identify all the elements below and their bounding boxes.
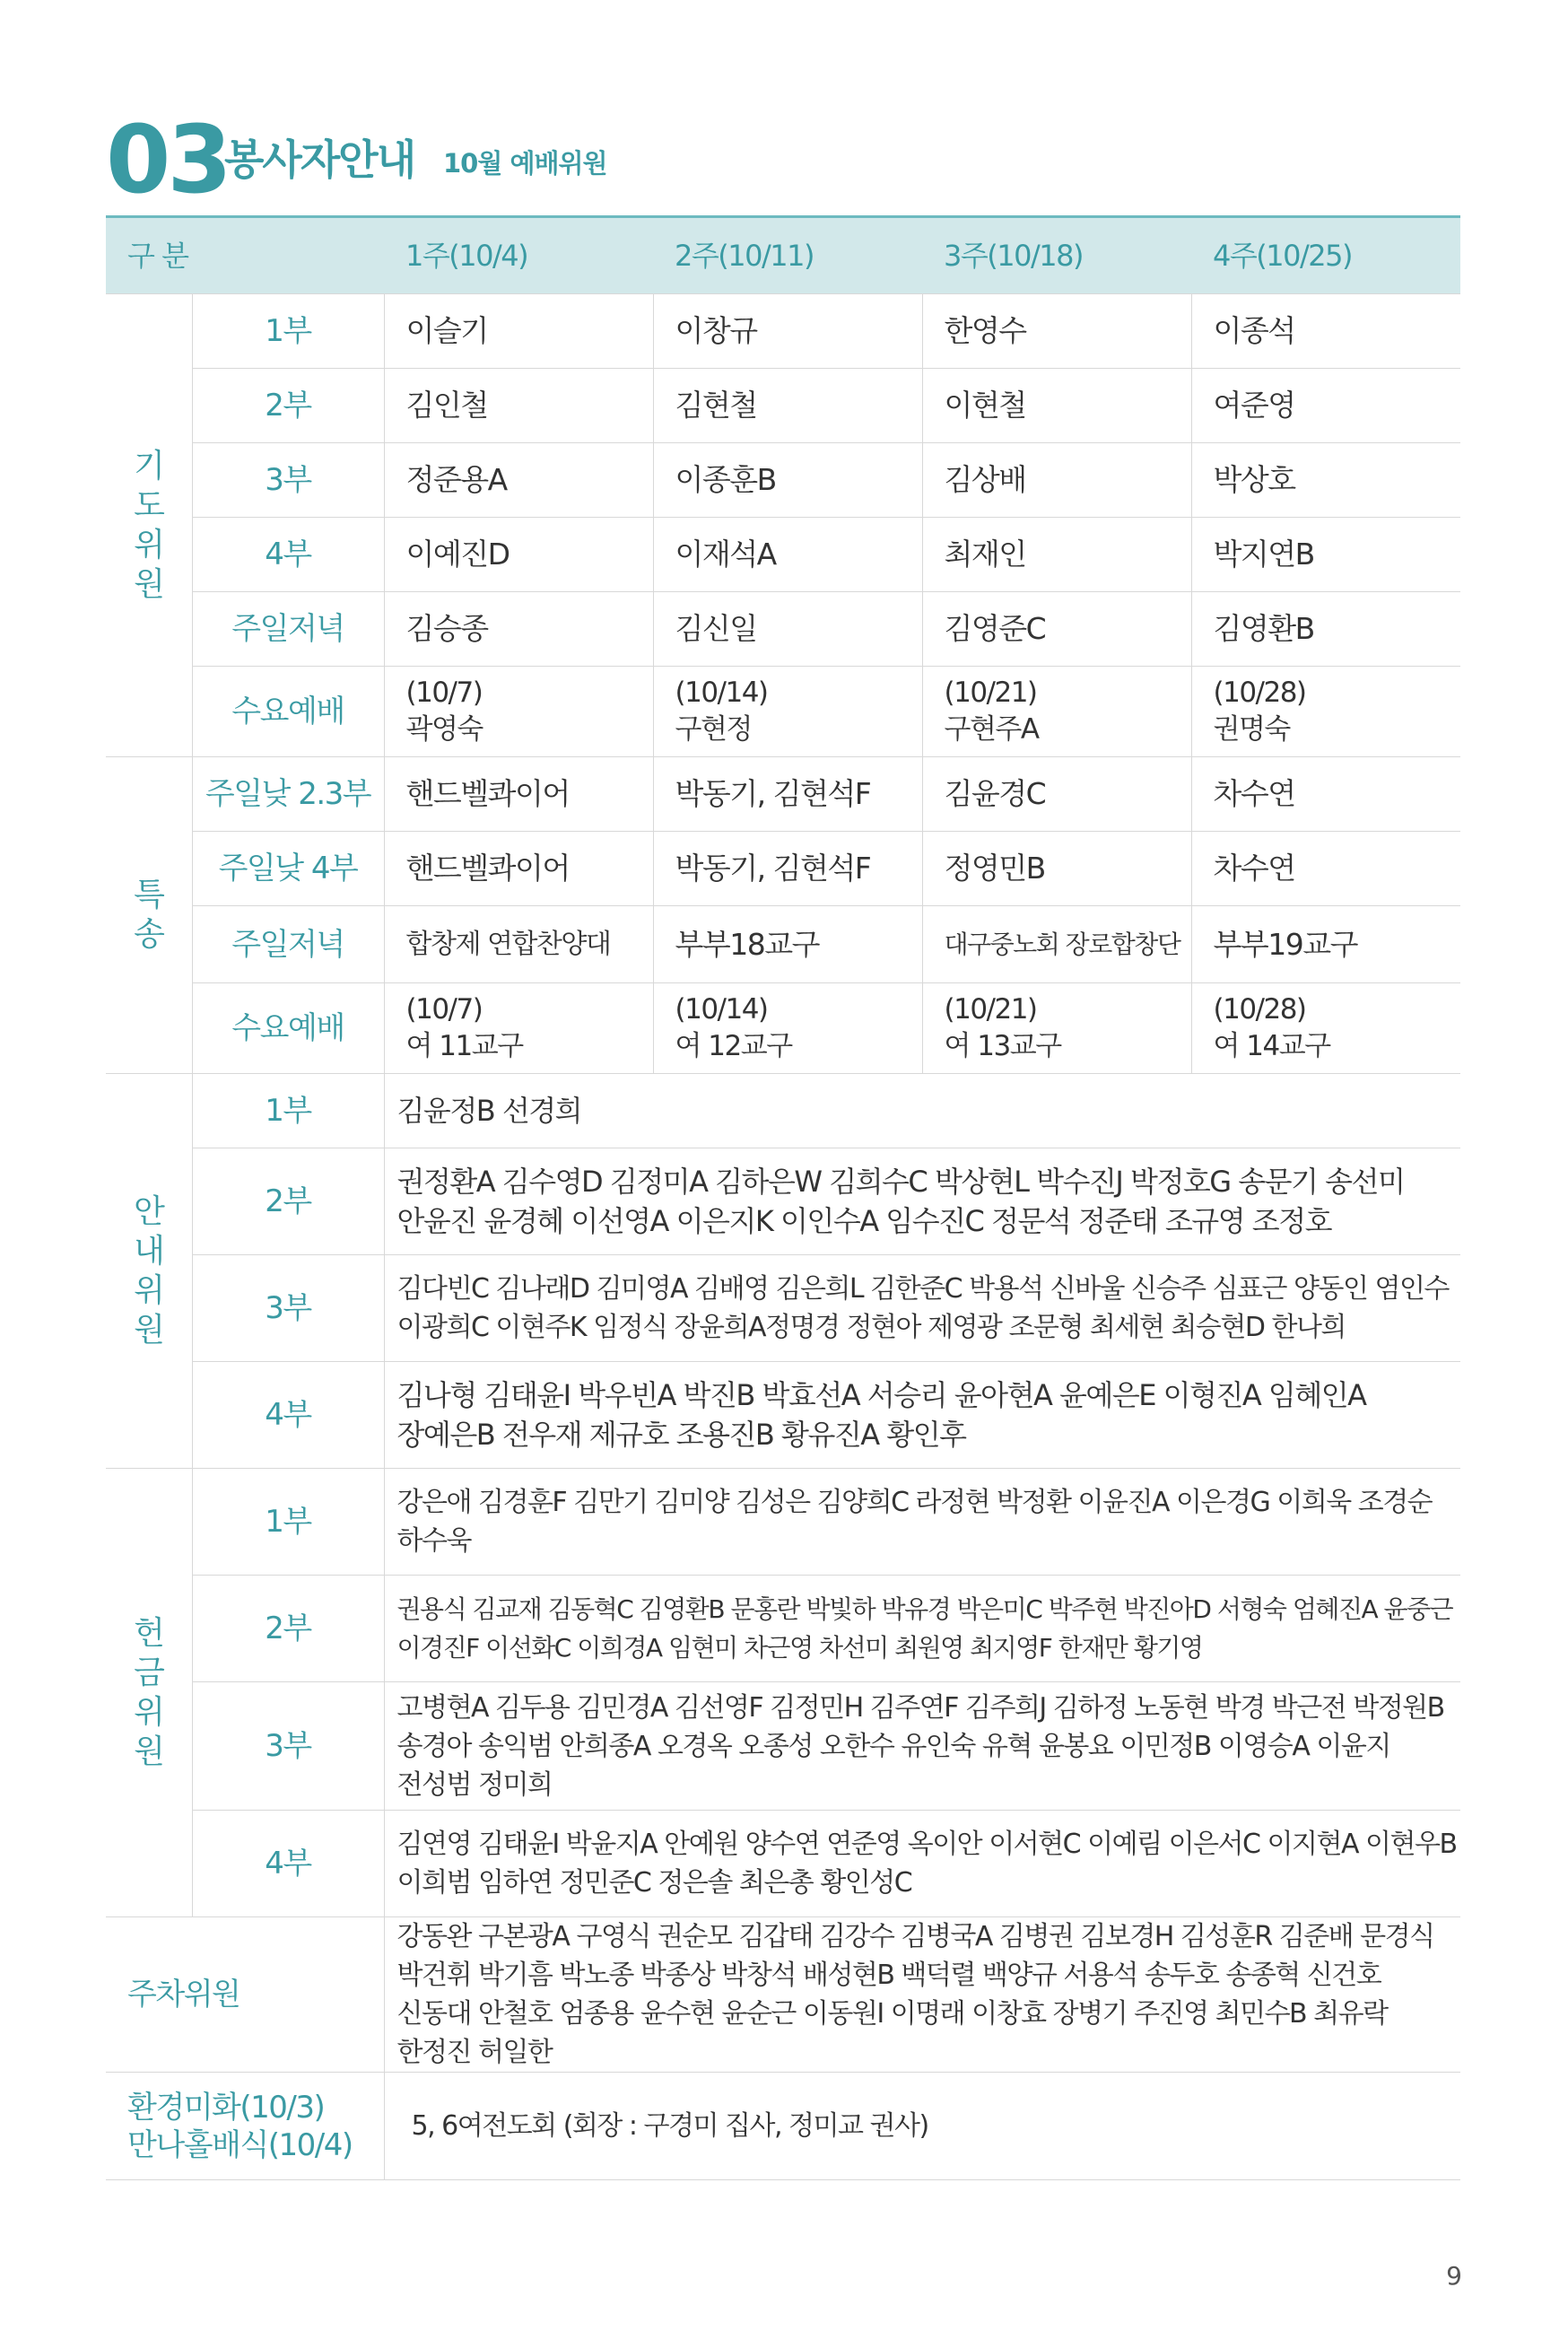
row-label: 3부 [192,1255,384,1362]
cell: 이현철 [922,369,1191,443]
names-cell: 김윤정B 선경희 [384,1074,1460,1148]
row-label: 주일낮 2.3부 [192,757,384,832]
cell: 차수연 [1191,832,1460,906]
cell: 이창규 [653,294,922,369]
group-usher: 안 내 위 원 [106,1074,192,1469]
row-label: 수요예배 [192,667,384,757]
row-label: 주일낮 4부 [192,832,384,906]
cell: 정영민B [922,832,1191,906]
table-row [106,757,1460,832]
section-number: 03 [106,105,229,214]
group-special: 특 송 [106,757,192,1074]
table-row [106,1917,1460,2073]
cell: 김인철 [384,369,653,443]
names-cell: 강동완 구본광A 구영식 권순모 김갑태 김강수 김병국A 김병권 김보경H 김성훈R 김준배 문경식 박건휘 박기흠 박노종 박종상 박창석 배성현B 백덕렬 백양규 서용석 송두호 송종혁 신건호 신동대 안철호 엄종용 윤수현 윤순근 이동원I 이명래 이창효 장병기 주진영 최민수B 최유락 한정진 허일한 [384,1917,1460,2073]
table-row [106,518,1460,592]
cell: 정준용A [384,443,653,518]
table-row [106,294,1460,369]
section-subtitle: 10월 예배위원 [443,148,607,179]
table-row [106,443,1460,518]
cell: 김승종 [384,592,653,667]
cell: 이종훈B [653,443,922,518]
row-label: 1부 [192,1469,384,1576]
header-week-1: 1주(10/4) [384,217,653,294]
cell: (10/28) 권명숙 [1191,667,1460,757]
header-week-3: 3주(10/18) [922,217,1191,294]
row-label: 주일저녁 [192,906,384,983]
cell: 최재인 [922,518,1191,592]
row-label: 4부 [192,1811,384,1917]
names-cell: 강은애 김경훈F 김만기 김미양 김성은 김양희C 라정현 박정환 이윤진A 이은경G 이희욱 조경순 하수욱 [384,1469,1460,1576]
section-title: 봉사자안내 [224,135,415,184]
table-row [106,906,1460,983]
environment-text: 5, 6여전도회 (회장 : 구경미 집사, 정미교 권사) [384,2073,1460,2180]
row-label: 수요예배 [192,983,384,1074]
parking-label: 주차위원 [106,1917,384,2073]
table-row [106,1682,1460,1811]
table-row [106,1576,1460,1682]
table-row [106,369,1460,443]
cell: 대구중노회 장로합창단 [922,906,1191,983]
group-prayer: 기 도 위 원 [106,294,192,757]
cell: 박동기, 김현석F [653,832,922,906]
cell: (10/28) 여 14교구 [1191,983,1460,1074]
page-number: 9 [1446,2261,1462,2291]
cell: 이예진D [384,518,653,592]
cell: 차수연 [1191,757,1460,832]
cell: 부부19교구 [1191,906,1460,983]
header-week-2: 2주(10/11) [653,217,922,294]
volunteer-table [106,215,1460,2180]
names-cell: 김연영 김태윤I 박윤지A 안예원 양수연 연준영 옥이안 이서현C 이예림 이은서C 이지현A 이현우B 이희범 임하연 정민준C 정은솔 최은총 황인성C [384,1811,1460,1917]
cell: 한영수 [922,294,1191,369]
cell: 박상호 [1191,443,1460,518]
names-cell: 김나형 김태윤I 박우빈A 박진B 박효선A 서승리 윤아현A 윤예은E 이형진A 임혜인A 장예은B 전우재 제규호 조용진B 황유진A 황인후 [384,1362,1460,1469]
table-row [106,1469,1460,1576]
cell: (10/7) 곽영숙 [384,667,653,757]
cell: 이종석 [1191,294,1460,369]
row-label: 2부 [192,1576,384,1682]
table-row [106,1811,1460,1917]
row-label: 3부 [192,443,384,518]
header-week-4: 4주(10/25) [1191,217,1460,294]
cell: (10/14) 여 12교구 [653,983,922,1074]
table-row [106,667,1460,757]
table-row [106,1074,1460,1148]
table-row [106,832,1460,906]
header-category: 구 분 [106,217,384,294]
cell: 김영환B [1191,592,1460,667]
cell: 핸드벨콰이어 [384,832,653,906]
environment-label: 환경미화(10/3) 만나홀배식(10/4) [106,2073,384,2180]
cell: 김신일 [653,592,922,667]
table-row [106,1148,1460,1255]
row-label: 4부 [192,1362,384,1469]
row-label: 3부 [192,1682,384,1811]
names-cell: 권용식 김교재 김동혁C 김영환B 문홍란 박빛하 박유경 박은미C 박주현 박진아D 서형숙 엄혜진A 윤중근 이경진F 이선화C 이희경A 임현미 차근영 차선미 최원영 최지영F 한재만 황기영 [384,1576,1460,1682]
names-cell: 고병현A 김두용 김민경A 김선영F 김정민H 김주연F 김주희J 김하정 노동현 박경 박근전 박정원B 송경아 송익범 안희종A 오경옥 오종성 오한수 유인숙 유혁 윤봉요 이민정B 이영승A 이윤지 전성범 정미희 [384,1682,1460,1811]
table-row [106,2073,1460,2180]
table-row [106,1255,1460,1362]
row-label: 2부 [192,369,384,443]
cell: 김상배 [922,443,1191,518]
row-label: 1부 [192,294,384,369]
cell: 합창제 연합찬양대 [384,906,653,983]
table-row [106,592,1460,667]
table-header-row [106,217,1460,294]
names-cell: 권정환A 김수영D 김정미A 김하은W 김희수C 박상현L 박수진J 박정호G 송문기 송선미 안윤진 윤경혜 이선영A 이은지K 이인수A 임수진C 정문석 정준태 조규영 조정호 [384,1148,1460,1255]
cell: 김현철 [653,369,922,443]
row-label: 1부 [192,1074,384,1148]
cell: (10/21) 여 13교구 [922,983,1191,1074]
cell: 김영준C [922,592,1191,667]
row-label: 2부 [192,1148,384,1255]
names-cell: 김다빈C 김나래D 김미영A 김배영 김은희L 김한준C 박용석 신바울 신승주 심표근 양동인 염인수 이광희C 이현주K 임정식 장윤희A정명경 정현아 제영광 조문형 최세현 최승현D 한나희 [384,1255,1460,1362]
cell: (10/14) 구현정 [653,667,922,757]
table-row [106,1362,1460,1469]
cell: 이슬기 [384,294,653,369]
cell: 여준영 [1191,369,1460,443]
row-label: 주일저녁 [192,592,384,667]
cell: 김윤경C [922,757,1191,832]
row-label: 4부 [192,518,384,592]
cell: (10/7) 여 11교구 [384,983,653,1074]
cell: 핸드벨콰이어 [384,757,653,832]
cell: 이재석A [653,518,922,592]
cell: 박동기, 김현석F [653,757,922,832]
cell: 부부18교구 [653,906,922,983]
table-row [106,983,1460,1074]
cell: (10/21) 구현주A [922,667,1191,757]
cell: 박지연B [1191,518,1460,592]
group-offering: 헌 금 위 원 [106,1469,192,1917]
